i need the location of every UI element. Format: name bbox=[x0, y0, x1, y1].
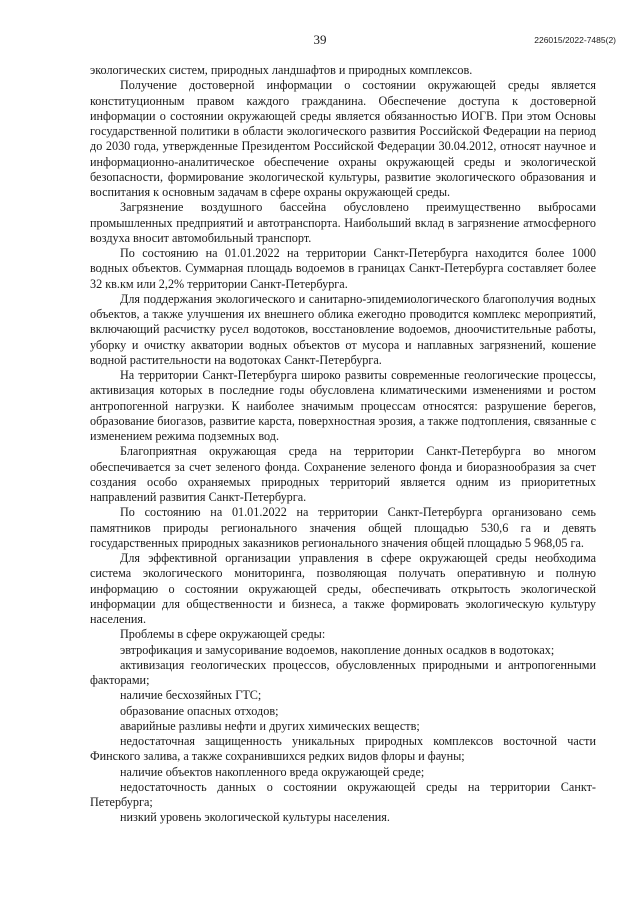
paragraph: По состоянию на 01.01.2022 на территории Санкт-Петербурга организовано семь памятников природы регионального значения общей площадью 530,6 га и девять государственных природных заказников регионального значения общей площадью 5 968,05 га. bbox=[90, 505, 596, 550]
problem-item: активизация геологических процессов, обусловленных природными и антропогенными факторами; bbox=[90, 657, 596, 687]
paragraph: Загрязнение воздушного бассейна обусловлено преимущественно выбросами промышленных предприятий и автотранспорта. Наибольший вклад в загрязнение атмосферного воздуха вносит автомобильный транспорт. bbox=[90, 200, 596, 245]
paragraph: Для поддержания экологического и санитарно-эпидемиологического благополучия водных объектов, а также улучшения их внешнего облика ежегодно проводится комплекс мероприятий, включающий расчистку русел водотоков, восстановление водоемов, дноочистительные работы, уборку и очистку акватории водных объектов от мусора и наплавных загрязнений, кошение водной растительности на водотоках Санкт-Петербурга. bbox=[90, 291, 596, 367]
problem-item: эвтрофикация и замусоривание водоемов, накопление донных осадков в водотоках; bbox=[120, 642, 555, 657]
paragraph: По состоянию на 01.01.2022 на территории Санкт-Петербурга находится более 1000 водных объектов. Суммарная площадь водоемов в границах Санкт-Петербурга составляет более 32 кв.км или 2,2% территории Санкт-Петербурга. bbox=[90, 246, 596, 291]
problem-item: недостаточность данных о состоянии окружающей среды на территории Санкт-Петербурга; bbox=[90, 779, 596, 809]
problem-item: недостаточная защищенность уникальных природных комплексов восточной части Финского залива, а также сохранившихся редких видов флоры и фауны; bbox=[90, 734, 596, 764]
paragraph: экологических систем, природных ландшафтов и природных комплексов. bbox=[90, 63, 473, 77]
problem-item: наличие бесхозяйных ГТС; bbox=[120, 688, 262, 703]
problem-item: образование опасных отходов; bbox=[120, 703, 279, 718]
problem-item: наличие объектов накопленного вреда окружающей среде; bbox=[120, 764, 425, 779]
page-number: 39 bbox=[313, 32, 327, 47]
document-body bbox=[90, 63, 596, 826]
problem-item: аварийные разливы нефти и других химических веществ; bbox=[120, 718, 420, 733]
problems-heading: Проблемы в сфере окружающей среды: bbox=[120, 627, 326, 642]
document-id: 226015/2022-7485(2) bbox=[534, 35, 616, 45]
paragraph: Для эффективной организации управления в сфере окружающей среды необходима система экологического мониторинга, позволяющая получать оперативную и полную информацию о состоянии окружающей среды, обеспечивать открытость экологической информации для общественности и бизнеса, а также формировать экологическую культуру населения. bbox=[90, 551, 596, 626]
problem-item: низкий уровень экологической культуры населения. bbox=[120, 810, 390, 825]
paragraph: Получение достоверной информации о состоянии окружающей среды является конституционным правом каждого гражданина. Обеспечение доступа к достоверной информации о состоянии окружающей среды является обязанностью ИОГВ. При этом Основы государственной политики в области экологического развития Российской Федерации на период до 2030 года, утвержденные Президентом Российской Федерации 30.04.2012, относят научное и информационно-аналитическое обеспечение охраны окружающей среды и экологической безопасности, формирование экологической культуры, развитие экологического образования и воспитания к основным задачам в сфере охраны окружающей среды. bbox=[90, 78, 596, 199]
paragraph: Благоприятная окружающая среда на территории Санкт-Петербурга во многом обеспечивается за счет зеленого фонда. Сохранение зеленого фонда и биоразнообразия за счет создания особо охраняемых природных территорий является одним из приоритетных направлений развития Санкт-Петербурга. bbox=[90, 444, 596, 504]
paragraph: На территории Санкт-Петербурга широко развиты современные геологические процессы, активизация которых в последние годы обусловлена климатическими изменениями и ростом антропогенной нагрузки. К наиболее значимым процессам относятся: разрушение берегов, образование биогазов, развитие карста, поверхностная эрозия, а также подтопления, связанные с изменением режима подземных вод. bbox=[90, 368, 596, 443]
